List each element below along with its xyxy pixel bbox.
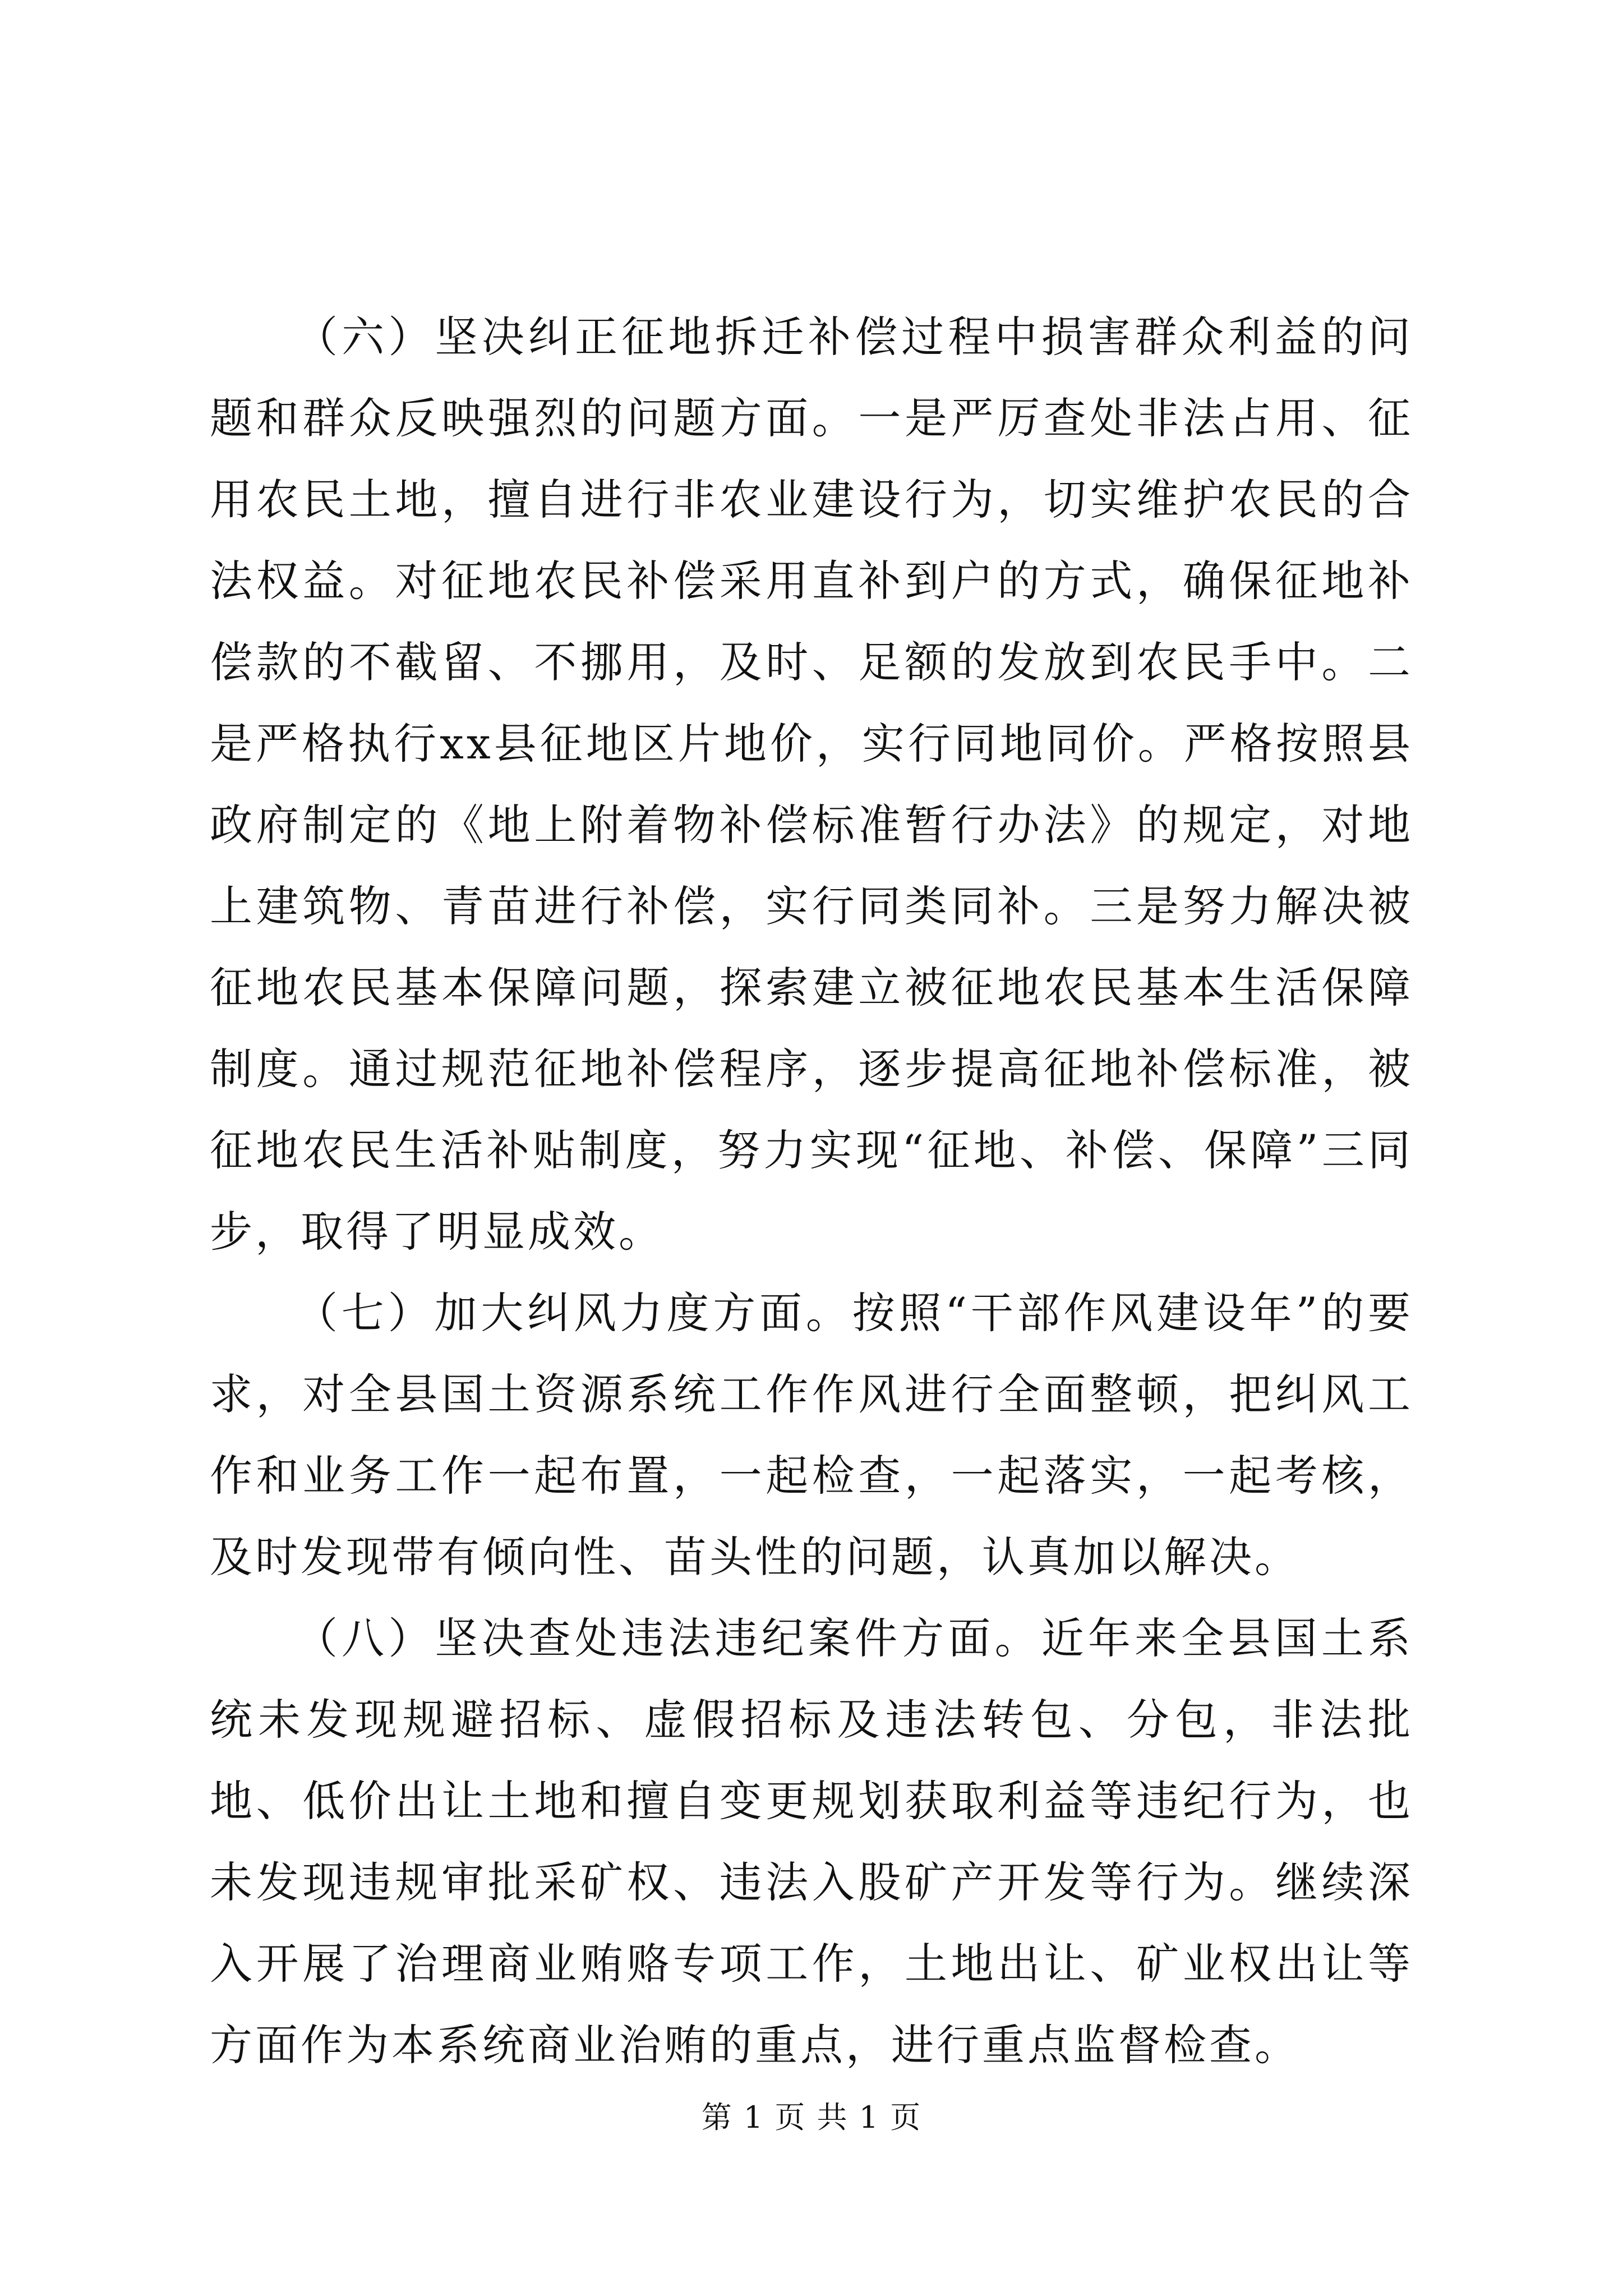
document-body	[210, 296, 1413, 2086]
paragraph-8: （八）坚决查处违法违纪案件方面。近年来全县国土系统未发现规避招标、虚假招标及违法转包、分包，非法批地、低价出让土地和擅自变更规划获取利益等违纪行为，也未发现违规审批采矿权、违法入股矿产开发等行为。继续深入开展了治理商业贿赂专项工作，土地出让、矿业权出让等方面作为本系统商业治贿的重点，进行重点监督检查。	[210, 1613, 1413, 2070]
paragraph-6: （六）坚决纠正征地拆迁补偿过程中损害群众利益的问题和群众反映强烈的问题方面。一是严厉查处非法占用、征用农民土地，擅自进行非农业建设行为，切实维护农民的合法权益。对征地农民补偿采用直补到户的方式，确保征地补偿款的不截留、不挪用，及时、足额的发放到农民手中。二是严格执行xx县征地区片地价，实行同地同价。严格按照县政府制定的《地上附着物补偿标准暂行办法》的规定，对地上建筑物、青苗进行补偿，实行同类同补。三是努力解决被征地农民基本保障问题，探索建立被征地农民基本生活保障制度。通过规范征地补偿程序，逐步提高征地补偿标准，被征地农民生活补贴制度，努力实现“征地、补偿、保障”三同步，取得了明显成效。	[210, 312, 1413, 1257]
page-footer: 第 1 页 共 1 页	[701, 2100, 922, 2135]
paragraph-7: （七）加大纠风力度方面。按照“干部作风建设年”的要求，对全县国土资源系统工作作风进行全面整顿，把纠风工作和业务工作一起布置，一起检查，一起落实，一起考核，及时发现带有倾向性、苗头性的问题，认真加以解决。	[210, 1288, 1413, 1582]
